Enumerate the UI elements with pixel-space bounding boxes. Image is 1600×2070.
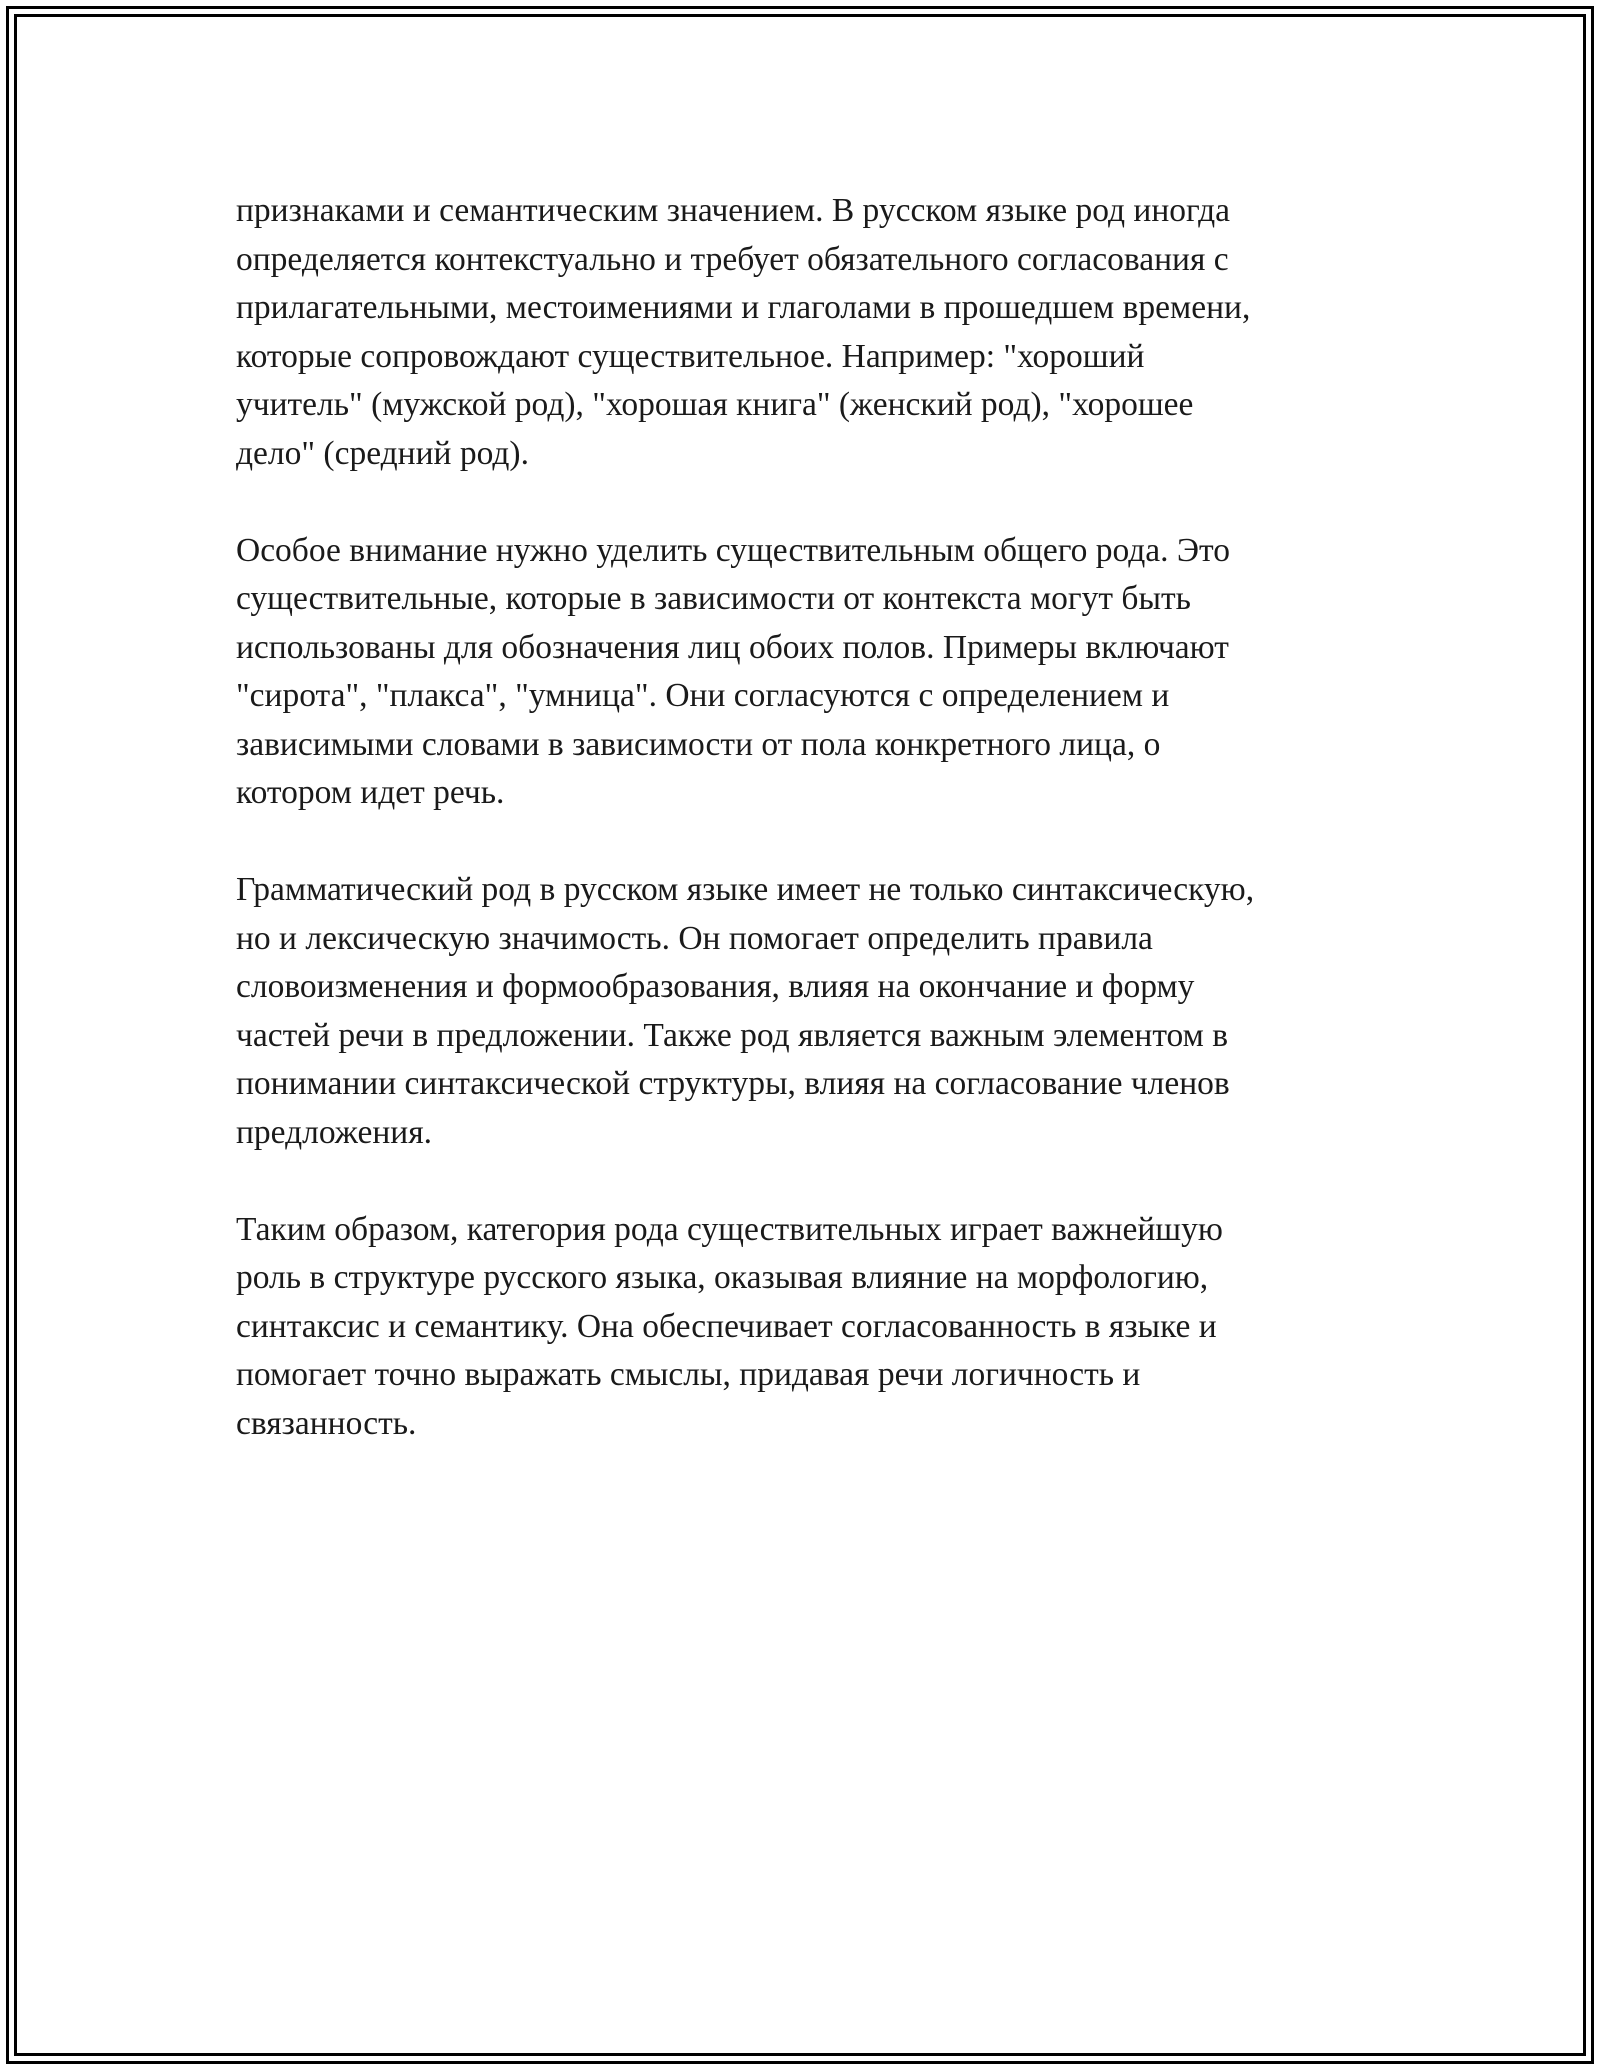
text-line: котором идет речь. [236, 774, 505, 811]
text-line: использованы для обозначения лиц обоих полов. Примеры включают [236, 628, 1229, 666]
paragraph-4 [236, 1206, 1386, 1449]
text-line: словоизменения и формообразования, влияя на окончание и форму [236, 968, 1195, 1005]
text-line: "сирота", "плакса", "умница". Они согласуются с определением и [236, 677, 1170, 714]
text-line: дело" (средний род). [236, 434, 529, 472]
text-line: предложения. [236, 1113, 432, 1151]
text-line: Грамматический род в русском языке имеет не только синтаксическую, [236, 871, 1255, 908]
text-line: Таким образом, категория рода существительных играет важнейшую [236, 1210, 1223, 1248]
text-line: частей речи в предложении. Также род является важным элементом в [236, 1016, 1229, 1054]
text-line: признаками и семантическим значением. В русском языке род иногда [236, 192, 1230, 229]
text-line: зависимыми словами в зависимости от пола конкретного лица, о [236, 725, 1161, 763]
text-line: существительные, которые в зависимости от контекста могут быть [236, 580, 1191, 617]
text-line: прилагательными, местоимениями и глаголами в прошедшем времени, [236, 289, 1251, 326]
paragraph-1 [236, 187, 1386, 478]
paragraph-2 [236, 527, 1386, 818]
text-line: синтаксис и семантику. Она обеспечивает согласованность в языке и [236, 1307, 1217, 1345]
text-line: но и лексическую значимость. Он помогает определить правила [236, 919, 1153, 957]
text-line: которые сопровождают существительное. Например: "хороший [236, 337, 1145, 375]
text-line: Особое внимание нужно уделить существительным общего рода. Это [236, 531, 1230, 569]
text-line: связанность. [236, 1404, 417, 1442]
document-body [236, 187, 1386, 1497]
text-line: понимании синтаксической структуры, влияя на согласование членов [236, 1065, 1230, 1102]
text-line: определяется контекстуально и требует обязательного согласования с [236, 240, 1229, 278]
text-line: учитель" (мужской род), "хорошая книга" (женский род), "хорошее [236, 386, 1194, 423]
text-line: роль в структуре русского языка, оказывая влияние на морфологию, [236, 1259, 1209, 1296]
paragraph-3 [236, 866, 1386, 1157]
text-line: помогает точно выражать смыслы, придавая речи логичность и [236, 1356, 1141, 1393]
